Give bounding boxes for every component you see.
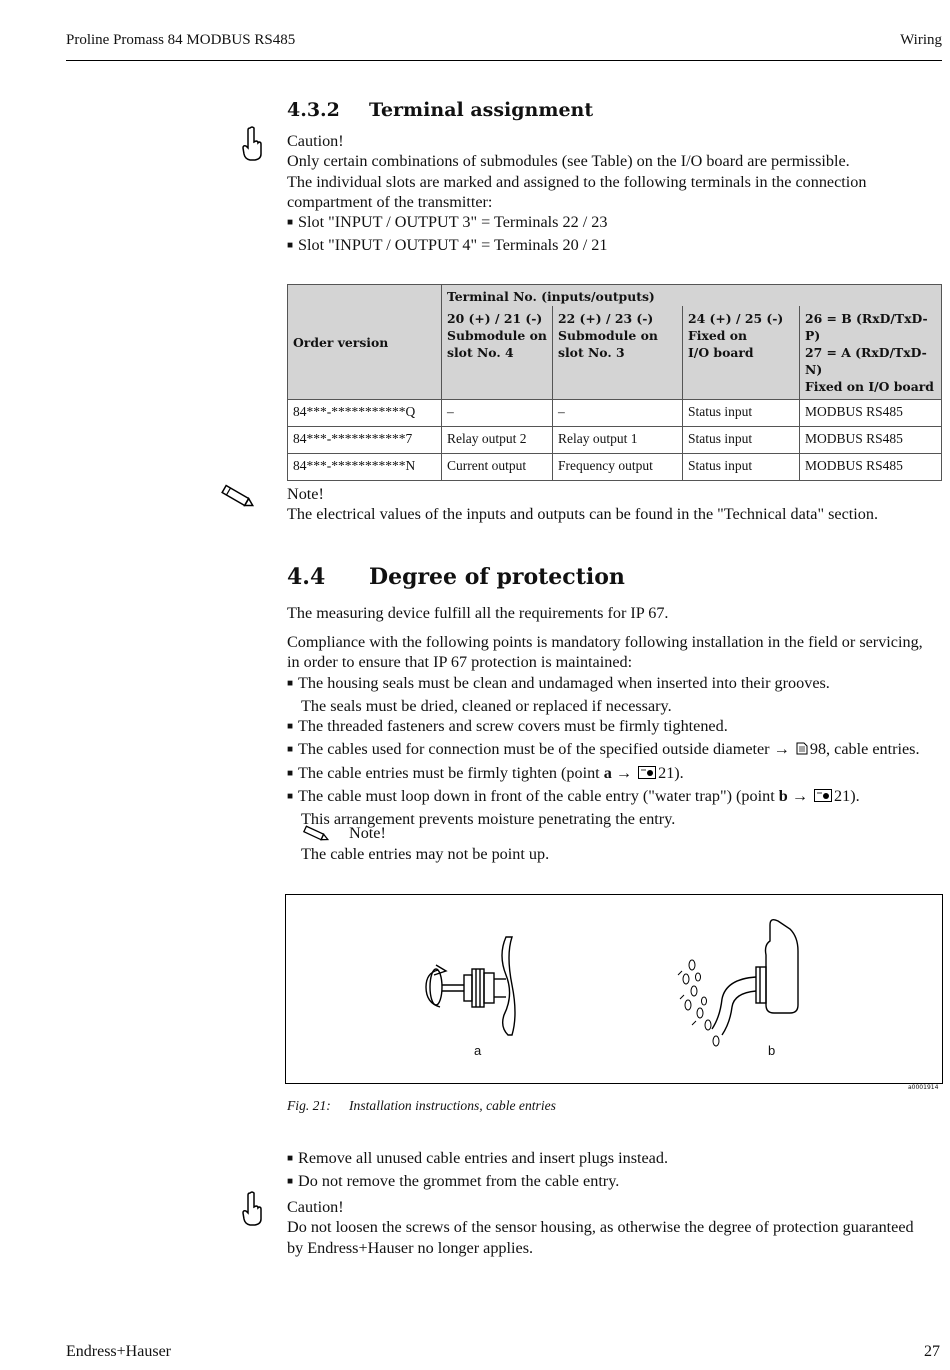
compliance-line: Compliance with the following points is mandatory following installation in the field or servicing, <box>287 633 923 651</box>
inner-note-text: The cable entries may not be point up. <box>301 845 550 863</box>
table-cell: 84***-***********Q <box>288 400 442 427</box>
bullet-item: ■ Slot "INPUT / OUTPUT 3" = Terminals 22 / 23 <box>287 212 942 235</box>
table-header-order-version: Order version <box>288 285 442 400</box>
section-title: Terminal assignment <box>369 99 594 121</box>
inner-note-label: Note! <box>349 824 386 842</box>
caution-block-2 <box>287 1197 942 1258</box>
table-cell: MODBUS RS485 <box>800 400 942 427</box>
bullet-item: ■ The cables used for connection must be of the specified outside diameter → 98, cable entries. <box>287 739 947 762</box>
terminal-assignment-table <box>287 284 942 481</box>
section-number: 4.3.2 <box>287 99 340 121</box>
section-number: 4.4 <box>287 564 326 590</box>
note-label: Note! <box>287 485 324 503</box>
table-row <box>288 400 942 427</box>
figure-label-a: a <box>474 1043 482 1058</box>
footer-brand: Endress+Hauser <box>66 1343 171 1360</box>
bullet-item: ■ The cable entries must be firmly tighten (point a → 21). <box>287 763 947 786</box>
table-row <box>288 427 942 454</box>
pencil-note-icon <box>301 825 331 843</box>
bullet-item: ■ Slot "INPUT / OUTPUT 4" = Terminals 20 / 21 <box>287 235 942 258</box>
table-row <box>288 454 942 481</box>
table-header-terminal-no: Terminal No. (inputs/outputs) <box>442 285 942 307</box>
figure-label-b: b <box>768 1043 776 1058</box>
section-heading-4-3-2 <box>287 99 593 121</box>
table-header-col: 26 = B (RxD/TxD-P) 27 = A (RxD/TxD-N) Fixed on I/O board <box>800 306 942 400</box>
table-header-col: 24 (+) / 25 (-) Fixed on I/O board <box>683 306 800 400</box>
caution-line: by Endress+Hauser no longer applies. <box>287 1238 534 1257</box>
ip67-intro: The measuring device fulfill all the requirements for IP 67. <box>287 604 669 622</box>
header-chapter: Wiring <box>900 32 942 48</box>
caution-line: Only certain combinations of submodules (see Table) on the I/O board are permissible. <box>287 152 850 171</box>
table-cell: 84***-***********N <box>288 454 442 481</box>
bullet-item: ■ The housing seals must be clean and undamaged when inserted into their grooves. <box>287 673 947 696</box>
figure-caption-text: Installation instructions, cable entries <box>349 1098 556 1113</box>
table-header-col: 20 (+) / 21 (-) Submodule on slot No. 4 <box>442 306 553 400</box>
compliance-line: in order to ensure that IP 67 protection is maintained: <box>287 653 633 672</box>
table-header-col: 22 (+) / 23 (-) Submodule on slot No. 3 <box>553 306 683 400</box>
table-cell: 84***-***********7 <box>288 427 442 454</box>
page-ref-icon <box>796 742 808 755</box>
caution-line: The individual slots are marked and assigned to the following terminals in the connection <box>287 172 867 191</box>
table-cell: Status input <box>683 400 800 427</box>
bullet-item: ■ The threaded fasteners and screw covers must be firmly tightened. <box>287 716 947 739</box>
bullet-item: ■ Remove all unused cable entries and insert plugs instead. <box>287 1148 942 1171</box>
table-cell: Frequency output <box>553 454 683 481</box>
caution-hand-icon <box>240 126 264 162</box>
figure-caption-number: Fig. 21: <box>287 1098 331 1113</box>
footer-page-number: 27 <box>924 1343 940 1360</box>
figure-ref-icon <box>638 766 656 779</box>
bullet-item: ■ The cable must loop down in front of the cable entry ("water trap") (point b → 21). <box>287 786 947 809</box>
caution-hand-icon <box>240 1191 264 1227</box>
cable-entry-illustration <box>286 895 940 1081</box>
note-text: The electrical values of the inputs and outputs can be found in the "Technical data" section. <box>287 505 879 524</box>
figure-code: a0001914 <box>908 1084 939 1091</box>
table-cell: Current output <box>442 454 553 481</box>
table-cell: Status input <box>683 427 800 454</box>
pencil-note-icon <box>218 484 258 510</box>
figure-caption <box>287 1098 556 1114</box>
figure-ref-icon <box>814 789 832 802</box>
table-cell: Status input <box>683 454 800 481</box>
header-rule <box>66 60 942 61</box>
section-title: Degree of protection <box>369 564 625 590</box>
header-doc-title: Proline Promass 84 MODBUS RS485 <box>66 32 296 48</box>
table-cell: MODBUS RS485 <box>800 454 942 481</box>
table-cell: MODBUS RS485 <box>800 427 942 454</box>
bullet-continuation: This arrangement prevents moisture penetrating the entry. <box>301 810 676 829</box>
table-cell: – <box>553 400 683 427</box>
table-cell: Relay output 2 <box>442 427 553 454</box>
caution-label: Caution! <box>287 132 344 150</box>
table-cell: – <box>442 400 553 427</box>
caution-block-1 <box>287 131 942 259</box>
caution-line: compartment of the transmitter: <box>287 192 493 211</box>
section-heading-4-4 <box>287 564 625 590</box>
compliance-block <box>287 632 947 830</box>
bullet-item: ■ Do not remove the grommet from the cable entry. <box>287 1171 942 1194</box>
note-block-1 <box>287 484 942 525</box>
after-bullets <box>287 1148 942 1195</box>
caution-line: Do not loosen the screws of the sensor housing, as otherwise the degree of protection guaranteed <box>287 1218 914 1237</box>
bullet-continuation: The seals must be dried, cleaned or replaced if necessary. <box>301 696 672 715</box>
table-cell: Relay output 1 <box>553 427 683 454</box>
caution-label: Caution! <box>287 1198 344 1216</box>
